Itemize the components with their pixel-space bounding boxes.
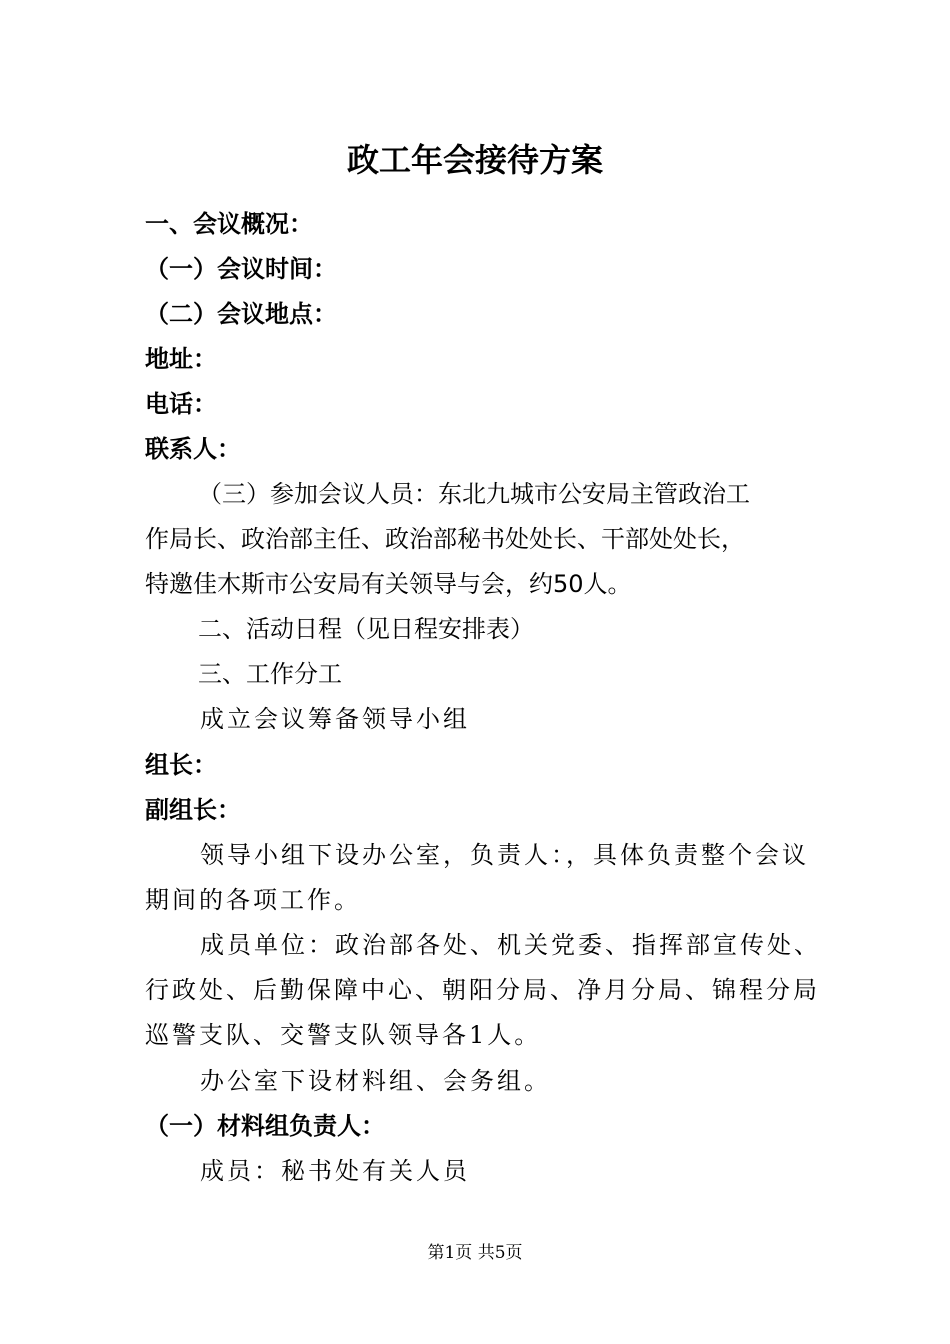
- address-label: 地址：: [145, 345, 217, 373]
- attendees-paragraph-line: 特邀佳木斯市公安局有关领导与会，约50人。: [145, 570, 632, 598]
- contact-label: 联系人：: [145, 435, 241, 463]
- materials-group-heading: （一）材料组负责人：: [145, 1112, 385, 1140]
- phone-label: 电话：: [145, 390, 217, 418]
- document-title: 政工年会接待方案: [346, 141, 603, 179]
- deputy-leader-label: 副组长：: [145, 796, 241, 824]
- section-heading-division-of-work: 三、工作分工: [198, 660, 342, 688]
- group-leader-label: 组长：: [145, 751, 217, 779]
- attendees-paragraph-line: （三）参加会议人员：东北九城市公安局主管政治工: [198, 480, 750, 508]
- office-paragraph-line: 领导小组下设办公室，负责人：，具体负责整个会议: [200, 841, 809, 869]
- member-units-paragraph-line: 行政处、后勤保障中心、朝阳分局、净月分局、锦程分局: [145, 976, 820, 1004]
- subheading-meeting-location: （二）会议地点：: [145, 300, 337, 328]
- attendees-paragraph-line: 作局长、政治部主任、政治部秘书处处长、干部处处长，: [145, 525, 745, 553]
- office-paragraph-line: 期间的各项工作。: [145, 886, 361, 914]
- member-units-paragraph-line: 成员单位：政治部各处、机关党委、指挥部宣传处、: [200, 931, 821, 959]
- member-units-paragraph-line: 巡警支队、交警支队领导各1人。: [145, 1021, 542, 1049]
- section-heading-meeting-overview: 一、会议概况：: [145, 210, 313, 238]
- office-subgroups-text: 办公室下设材料组、会务组。: [200, 1067, 551, 1095]
- page-footer: 第1页 共5页: [427, 1243, 523, 1263]
- section-heading-schedule: 二、活动日程（见日程安排表）: [198, 615, 534, 643]
- subheading-meeting-time: （一）会议时间：: [145, 255, 337, 283]
- materials-group-members: 成员：秘书处有关人员: [200, 1157, 470, 1185]
- leading-group-text: 成立会议筹备领导小组: [200, 705, 470, 733]
